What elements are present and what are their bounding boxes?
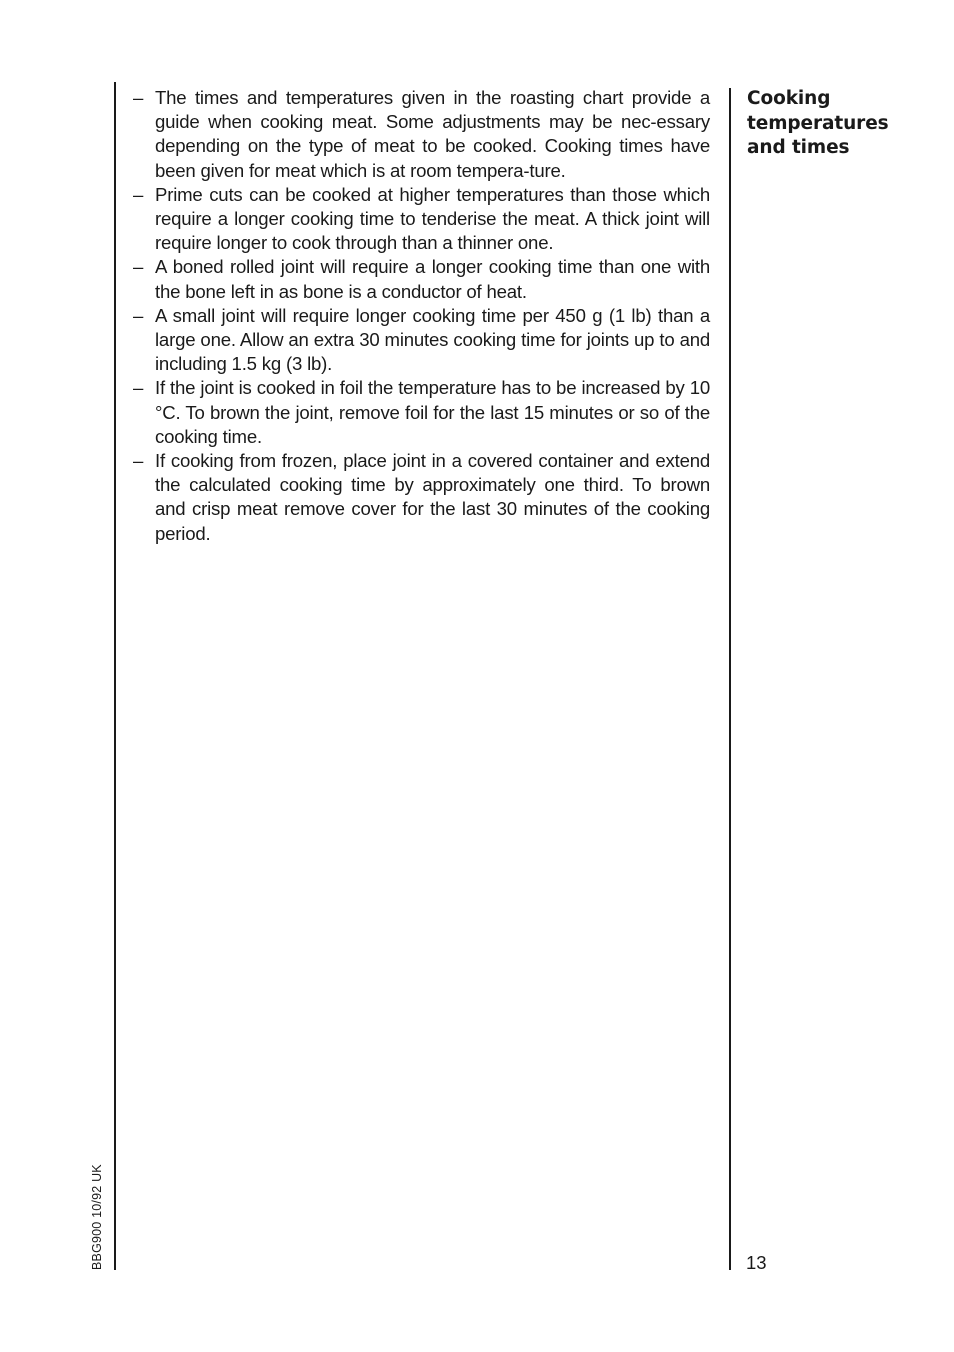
list-item <box>130 304 710 377</box>
list-item-text: The times and temperatures given in the roasting chart provide a guide when cooking meat. Some adjustments may be nec-essary depending on the type of meat to be cooked. Cooking times have been given for meat which is at room tempera-ture. <box>155 87 710 181</box>
bullet-dash: – <box>133 256 144 278</box>
bullet-dash: – <box>133 377 144 399</box>
page-number: 13 <box>746 1252 767 1273</box>
section-heading-line: temperatures <box>747 112 889 134</box>
section-heading-line: and times <box>747 137 850 158</box>
right-margin-rule <box>729 88 731 1270</box>
section-heading <box>747 87 947 161</box>
list-item-text: A boned rolled joint will require a longer cooking time than one with the bone left in as bone is a conductor of heat. <box>155 256 710 302</box>
list-item <box>130 86 710 183</box>
document-code: BBG900 10/92 UK <box>90 1164 104 1270</box>
list-item <box>130 449 710 546</box>
bullet-dash: – <box>133 450 144 472</box>
list-item-text: Prime cuts can be cooked at higher temperatures than those which require a longer cooking time to tenderise the meat. A thick joint will require longer to cook through than a thinner one. <box>155 183 710 254</box>
list-item-text: If cooking from frozen, place joint in a covered container and extend the calculated cooking time by approximately one third. To brown and crisp meat remove cover for the last 30 minutes of the cooking period. <box>155 450 710 544</box>
bullet-dash: – <box>133 304 144 326</box>
section-heading-line: Cooking <box>747 88 831 109</box>
list-item <box>130 255 710 303</box>
list-item-text: A small joint will require longer cooking time per 450 g (1 lb) than a large one. Allow an extra 30 minutes cooking time for joints up to and including 1.5 kg (3 lb). <box>155 304 710 375</box>
list-item <box>130 376 710 449</box>
list-item <box>130 183 710 256</box>
list-item-text: If the joint is cooked in foil the temperature has to be increased by 10 °C. To brown the joint, remove foil for the last 15 minutes or so of the cooking time. <box>155 377 710 447</box>
bullet-dash: – <box>133 183 144 205</box>
bullet-dash: – <box>133 87 144 108</box>
left-margin-rule <box>114 82 116 1270</box>
instruction-list <box>130 86 710 546</box>
